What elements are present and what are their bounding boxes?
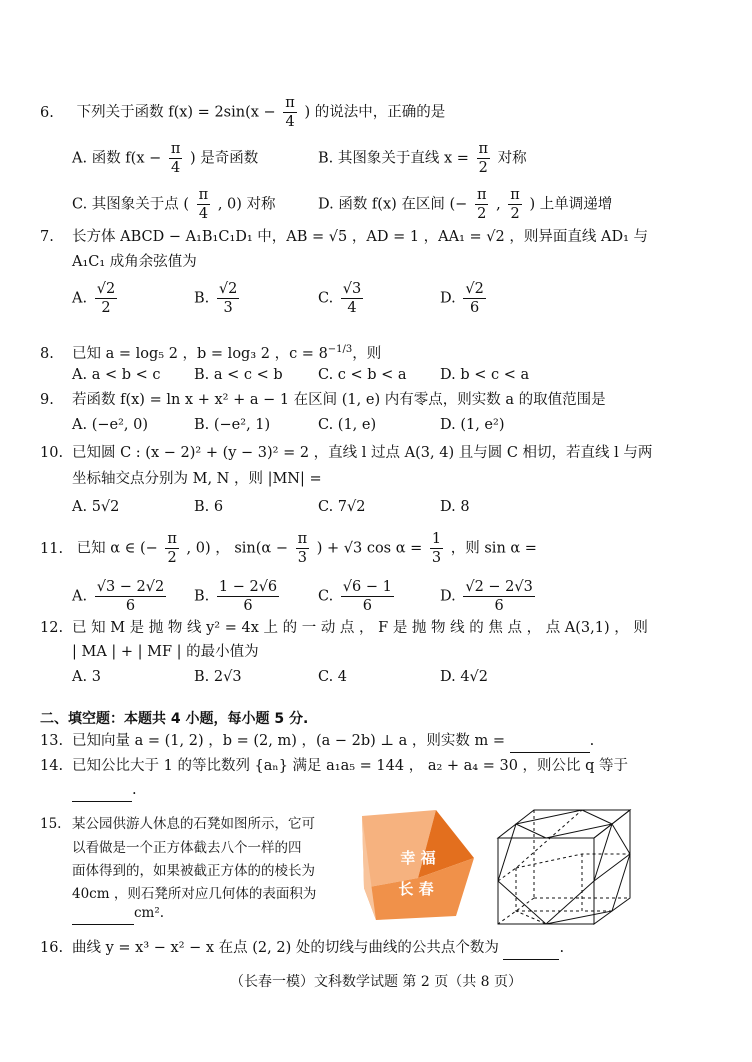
q7-option-c: C. $\frac{√3}{4}$ (318, 281, 362, 316)
truncated-cube-diagram (494, 808, 636, 928)
question-11: 11. 已知 α ∈ (− $\frac{\pi}{2}$ , 0) ， sin(α − $\frac{\pi}{3}$ ) + √3 cos α = $\frac{1}{3}$ ，则 sin α = (40, 531, 537, 566)
question-9: 9. 若函数 f(x) = ln x + x² + a − 1 在区间 (1, e) 内有零点，则实数 a 的取值范围是 (40, 392, 606, 408)
q10-option-d: D. 8 (440, 499, 470, 515)
question-6: 6. 下列关于函数 f(x) = 2sin(x − $\frac{\pi}{4}$ ) 的说法中，正确的是 (40, 95, 446, 130)
q11-option-b: B. $\frac{1 - 2√6}{6}$ (194, 579, 278, 614)
q7-option-b: B. $\frac{√2}{3}$ (194, 281, 238, 316)
q15-line4: 40cm ，则石凳所对应几何体的表面积为 (72, 886, 317, 902)
q7-option-a: A. $\frac{√2}{2}$ (72, 281, 116, 316)
q15-line2: 以看做是一个正方体截去八个一样的四 (72, 840, 302, 856)
q8-option-a: A. a < b < c (72, 367, 161, 383)
q13-answer-blank[interactable] (510, 730, 590, 753)
q9-option-d: D. (1, e²) (440, 417, 505, 433)
q15-line3: 面体得到的，如果被截正方体的的棱长为 (72, 863, 315, 879)
q10-option-a: A. 5√2 (72, 499, 120, 515)
q15-answer-blank[interactable] (72, 902, 134, 925)
q14-answer-blank[interactable] (72, 779, 132, 802)
q12-option-a: A. 3 (72, 669, 101, 685)
q11-option-d: D. $\frac{√2 - 2√3}{6}$ (440, 579, 533, 614)
q12-line2: | MA | + | MF | 的最小值为 (72, 644, 259, 660)
question-8: 8. 已知 a = log₅ 2 ，b = log₃ 2 ，$c = 8^{-1/3}$，则 (40, 344, 382, 362)
question-16: 16. 曲线 y = x³ − x² − x 在点 (2, 2) 处的切线与曲线的公共点个数为 . (40, 937, 564, 960)
q10-line2: 坐标轴交点分别为 M, N ，则 |MN| = (72, 471, 322, 487)
question-14: 14. 已知公比大于 1 的等比数列 {aₙ} 满足 a₁a₅ = 144 ， a₂ + a₄ = 30 ，则公比 q 等于 (40, 758, 629, 774)
logo-text-bottom: 长 春 (398, 880, 434, 898)
stone-bench-logo (358, 808, 478, 926)
q9-option-c: C. (1, e) (318, 417, 377, 433)
q7-line2: A₁C₁ 成角余弦值为 (72, 254, 197, 270)
logo-text-top: 幸 福 (400, 849, 436, 867)
q6-stem-b: ) 的说法中，正确的是 (304, 104, 446, 121)
q8-option-b: B. a < c < b (194, 367, 283, 383)
section-2-heading: 二、填空题：本题共 4 小题，每小题 5 分. (40, 711, 309, 727)
q6-option-d: D. 函数 f(x) 在区间 (− $\frac{\pi}{2}$ , $\frac{\pi}{2}$ ) 上单调递增 (318, 187, 613, 222)
q12-option-d: D. 4√2 (440, 669, 489, 685)
q10-option-c: C. 7√2 (318, 499, 366, 515)
question-10: 10. 已知圆 C : (x − 2)² + (y − 3)² = 2 ，直线 l 过点 A(3, 4) 且与圆 C 相切，若直线 l 与两 (40, 445, 653, 461)
q11-option-c: C. $\frac{√6 - 1}{6}$ (318, 579, 392, 614)
q11-option-a: A. $\frac{√3 - 2√2}{6}$ (72, 579, 165, 614)
q9-option-a: A. (−e², 0) (72, 417, 148, 433)
page-footer: （长春一模）文科数学试题 第 2 页（共 8 页） (229, 974, 523, 990)
q6-option-c: C. 其图象关于点 ( $\frac{\pi}{4}$ , 0) 对称 (72, 187, 276, 222)
q8-option-c: C. c < b < a (318, 367, 407, 383)
q7-option-d: D. $\frac{√2}{6}$ (440, 281, 484, 316)
q6-frac: $\frac{\pi}{4}$ (285, 95, 295, 130)
q10-option-b: B. 6 (194, 499, 224, 515)
q12-option-c: C. 4 (318, 669, 348, 685)
q16-answer-blank[interactable] (503, 937, 559, 960)
q14-line2: . (72, 779, 137, 802)
q12-option-b: B. 2√3 (194, 669, 242, 685)
q6-option-a: A. 函数 f(x − $\frac{\pi}{4}$ ) 是奇函数 (72, 141, 259, 176)
q6-stem-a: 下列关于函数 f(x) = 2sin(x − (76, 104, 276, 121)
q15-line5: cm². (72, 902, 164, 925)
q8-option-d: D. b < c < a (440, 367, 530, 383)
question-7: 7. 长方体 ABCD − A₁B₁C₁D₁ 中，AB = √5 ，AD = 1 ，AA₁ = √2 ，则异面直线 AD₁ 与 (40, 229, 648, 245)
question-15: 15. 某公园供游人休息的石凳如图所示，它可 (40, 816, 315, 832)
question-12: 12. 已 知 M 是 抛 物 线 y² = 4x 上 的 一 动 点 ， F 是 抛 物 线 的 焦 点 ， 点 A(3,1) ， 则 (40, 620, 648, 636)
q6-option-b: B. 其图象关于直线 x = $\frac{\pi}{2}$ 对称 (318, 141, 527, 176)
question-13: 13. 已知向量 a = (1, 2) ，b = (2, m) ，(a − 2b) ⊥ a ，则实数 m = . (40, 730, 594, 753)
q9-option-b: B. (−e², 1) (194, 417, 271, 433)
